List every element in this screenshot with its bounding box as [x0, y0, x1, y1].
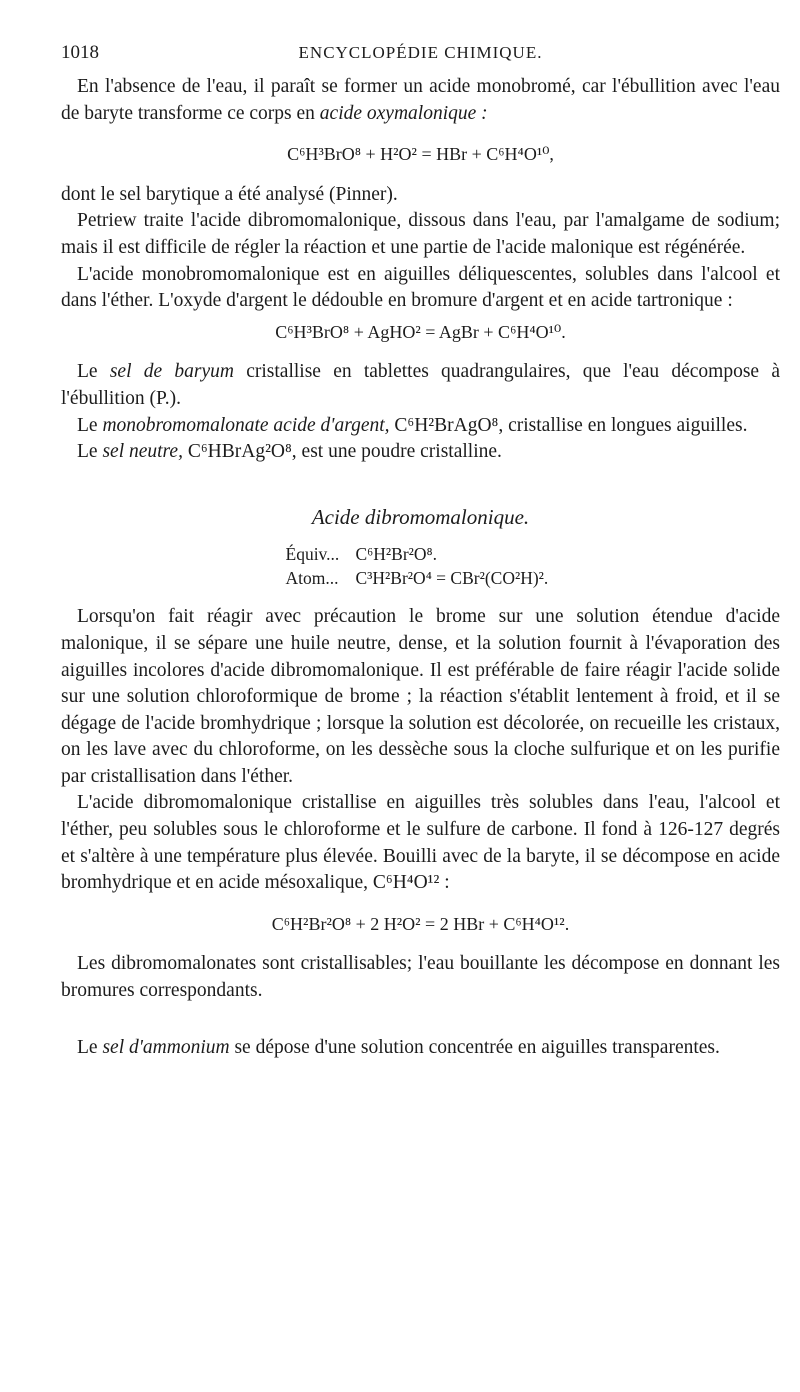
paragraph-text: En l'absence de l'eau, il paraît se former un acide monobromé, car l'ébullition avec l'eau de baryte transforme ce corps en — [61, 76, 780, 124]
paragraph-barium-salt — [61, 359, 780, 412]
text-run: Le — [77, 1036, 103, 1058]
paragraph-neutral-salt — [61, 439, 780, 466]
formula-block — [256, 542, 586, 590]
paragraph-monobromomalonic: L'acide monobromomalonique est en aiguilles déliquescentes, solubles dans l'alcool et dans l'éther. L'oxyde d'argent le dédouble en bromure d'argent et en acide tartronique : — [61, 263, 780, 312]
text-run: C⁶H²BrAgO⁸, cristallise en longues aiguilles. — [389, 414, 748, 436]
text-run: se dépose d'une solution concentrée en aiguilles transparentes. — [229, 1036, 720, 1058]
paragraph-dibromomalonates: Les dibromomalonates sont cristallisables; l'eau bouillante les décompose en donnant les bromures correspondants. — [61, 953, 780, 1002]
running-title: ENCYCLOPÉDIE CHIMIQUE. — [298, 43, 543, 62]
paragraph-oxymalonic — [61, 74, 780, 127]
text-run: Le — [77, 441, 103, 463]
formula-label: Équiv... — [285, 544, 340, 565]
equation-oxymalonic: C⁶H³BrO⁸ + H²O² = HBr + C⁶H⁴O¹⁰, — [287, 144, 554, 165]
text-run: Le — [77, 414, 103, 436]
formula-value: C⁶H²Br²O⁸. — [355, 544, 438, 565]
paragraph-ammonium-salt — [61, 1035, 780, 1062]
text-run: C⁶HBrAg²O⁸, est une poudre cristalline. — [182, 441, 502, 463]
italic-term: sel d'ammonium — [102, 1036, 230, 1058]
paragraph-properties: L'acide dibromomalonique cristallise en aiguilles très solubles dans l'eau, l'alcool et l'éther, peu solubles sous le chloroforme et le sulfure de carbone. Il fond à 126-127 degrés et s'altère à une température plus élevée. Bouilli avec de la baryte, il se décompose en acide bromhydrique et en acide mésoxalique, C⁶H⁴O¹² : — [61, 792, 780, 894]
italic-term: monobromomalonate acide d'argent, — [102, 414, 390, 436]
equation-mesoxalic: C⁶H²Br²O⁸ + 2 H²O² = 2 HBr + C⁶H⁴O¹². — [271, 913, 570, 934]
formula-row-atom — [286, 566, 586, 590]
spacer — [61, 1005, 780, 1035]
paragraph-silver-salt — [61, 413, 780, 440]
text-run: cristallise en tablettes quadrangulaires, que l'eau décompose à l'ébullition (P.). — [61, 361, 780, 409]
equation-tartronic: C⁶H³BrO⁸ + AgHO² = AgBr + C⁶H⁴O¹⁰. — [275, 321, 566, 342]
italic-term: acide oxymalonique : — [319, 102, 488, 124]
page-number: 1018 — [61, 42, 99, 63]
section-title: Acide dibromomalonique. — [311, 504, 530, 529]
formula-row-equiv — [286, 542, 586, 566]
page-header — [61, 40, 780, 66]
italic-term: sel de baryum — [109, 361, 234, 383]
italic-term: sel neutre, — [102, 441, 183, 463]
paragraph-pinner: dont le sel barytique a été analysé (Pinner). — [61, 183, 398, 205]
formula-value: C³H²Br²O⁴ = CBr²(CO²H)². — [355, 568, 549, 589]
text-run: Le — [77, 361, 110, 383]
paragraph-preparation: Lorsqu'on fait réagir avec précaution le brome sur une solution étendue d'acide malonique, il se sépare une huile neutre, dense, et la solution fournit à l'évaporation des aiguilles incolores d'acide dibromomalonique. Il est préférable de faire réagir l'acide solide sur une solution chloroformique de brome ; la réaction s'établit lentement à froid, et il se dégage de l'acide bromhydrique ; lorsque la solution est décolorée, on recueille les cristaux, on les lave avec du chloroforme, on les dessèche sous la cloche sulfurique et on les purifie par cristallisation dans l'éther. — [61, 606, 780, 787]
paragraph-petriew: Petriew traite l'acide dibromomalonique, dissous dans l'eau, par l'amalgame de sodium; mais il est difficile de régler la réaction et une partie de l'acide malonique est régénérée. — [61, 210, 780, 258]
formula-label: Atom... — [285, 568, 339, 589]
